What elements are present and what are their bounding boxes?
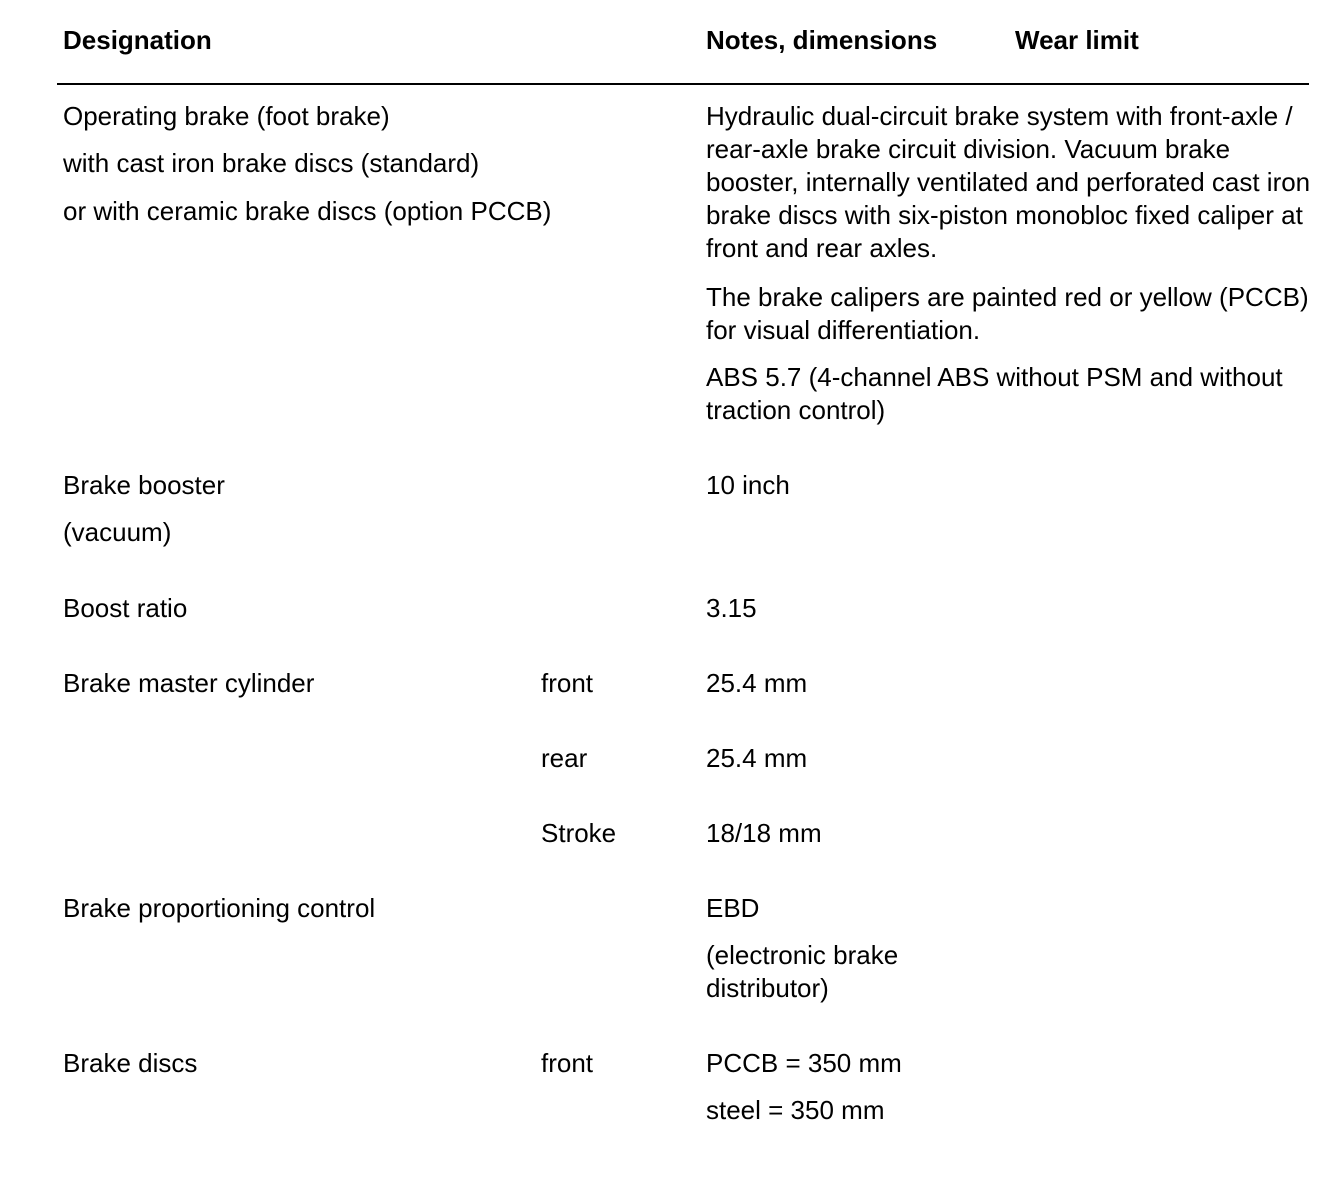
master-cylinder-value-front: 25.4 mm bbox=[706, 668, 808, 698]
column-header-wear-limit: Wear limit bbox=[1015, 25, 1139, 55]
brake-booster-value: 10 inch bbox=[706, 470, 790, 500]
master-cylinder-label: Brake master cylinder bbox=[63, 668, 315, 698]
proportioning-label: Brake proportioning control bbox=[63, 893, 376, 923]
boost-ratio-value: 3.15 bbox=[706, 593, 757, 623]
column-header-designation: Designation bbox=[63, 25, 212, 55]
brake-discs-sub-front: front bbox=[541, 1048, 594, 1078]
proportioning-description: (electronic brake distributor) bbox=[706, 940, 899, 1003]
proportioning-value: EBD bbox=[706, 893, 760, 923]
master-cylinder-sub-stroke: Stroke bbox=[541, 818, 617, 848]
boost-ratio-label: Boost ratio bbox=[63, 593, 188, 623]
header-divider bbox=[57, 83, 1309, 85]
brake-discs-label: Brake discs bbox=[63, 1048, 198, 1078]
brake-discs-value-pccb: PCCB = 350 mm bbox=[706, 1048, 902, 1078]
operating-brake-ceramic: or with ceramic brake discs (option PCCB) bbox=[63, 196, 552, 226]
brake-booster-label: Brake booster bbox=[63, 470, 225, 500]
master-cylinder-value-stroke: 18/18 mm bbox=[706, 818, 822, 848]
operating-brake-note-calipers: The brake calipers are painted red or yellow (PCCB) for visual differentiation. bbox=[706, 282, 1309, 345]
operating-brake-label: Operating brake (foot brake) bbox=[63, 101, 390, 131]
operating-brake-note-system: Hydraulic dual-circuit brake system with front-axle / rear-axle brake circuit division. Vacuum brake booster, internally ventilated and perforated cast iron brake discs with six-piston monobloc fixed caliper at front and rear axles. bbox=[706, 101, 1311, 263]
master-cylinder-value-rear: 25.4 mm bbox=[706, 743, 808, 773]
column-header-notes: Notes, dimensions bbox=[706, 25, 938, 55]
operating-brake-cast-iron: with cast iron brake discs (standard) bbox=[63, 148, 480, 178]
master-cylinder-sub-front: front bbox=[541, 668, 594, 698]
brake-discs-value-steel: steel = 350 mm bbox=[706, 1095, 885, 1125]
operating-brake-note-abs: ABS 5.7 (4-channel ABS without PSM and without traction control) bbox=[706, 362, 1283, 425]
master-cylinder-sub-rear: rear bbox=[541, 743, 588, 773]
brake-booster-type: (vacuum) bbox=[63, 517, 172, 547]
